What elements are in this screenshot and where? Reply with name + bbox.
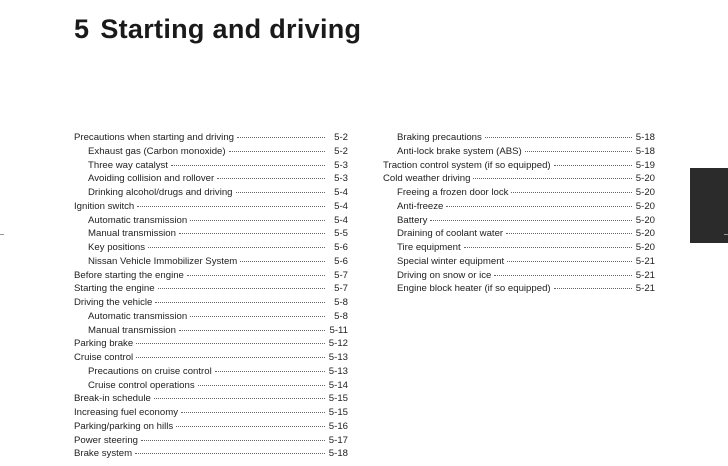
toc-entry[interactable] [74,171,348,185]
toc-entry-label: Precautions on cruise control [88,365,212,377]
toc-leader-dots [494,268,632,276]
toc-entry[interactable] [383,281,655,295]
toc-entry-label: Automatic transmission [88,310,188,322]
toc-entry-label: Anti-lock brake system (ABS) [397,145,522,157]
toc-entry-label: Before starting the engine [74,269,184,281]
chapter-title [74,14,361,45]
toc-entry-label: Exhaust gas (Carbon monoxide) [88,145,226,157]
toc-entry[interactable] [383,171,655,185]
toc-entry[interactable] [74,144,348,158]
toc-entry-page: 5-15 [328,407,348,418]
toc-entry-page: 5-20 [635,228,655,240]
toc-entry[interactable] [74,309,348,323]
toc-entry-label: Engine block heater (if so equipped) [397,283,551,295]
toc-entry[interactable] [74,405,348,419]
toc-entry-page: 5-6 [334,255,348,267]
toc-leader-dots [506,226,632,234]
toc-leader-dots [525,144,632,152]
toc-entry[interactable] [74,295,348,309]
toc-entry-label: Driving on snow or ice [397,269,492,281]
toc-entry[interactable] [74,391,348,405]
toc-entry-label: Key positions [88,242,146,253]
toc-entry-page: 5-2 [334,145,348,157]
toc-entry-label: Increasing fuel economy [74,407,178,418]
toc-entry-label: Anti-freeze [397,200,444,212]
toc-entry[interactable] [74,364,348,378]
toc-leader-dots [148,240,325,248]
toc-entry-label: Special winter equipment [397,255,505,267]
toc-entry[interactable] [74,350,348,364]
toc-leader-dots [190,309,325,317]
toc-entry-page: 5-5 [334,228,348,240]
toc-leader-dots [135,446,325,454]
toc-entry-page: 5-4 [334,200,348,212]
toc-leader-dots [141,433,325,441]
toc-leader-dots [217,171,325,179]
toc-entry-label: Tire equipment [397,242,461,253]
toc-entry-page: 5-16 [328,420,348,432]
toc-leader-dots [554,281,632,289]
toc-entry[interactable] [74,185,348,199]
toc-entry[interactable] [383,185,655,199]
toc-leader-dots [237,130,325,138]
toc-entry-label: Parking/parking on hills [74,420,174,432]
toc-entry-page: 5-13 [328,365,348,377]
toc-entry-page: 5-7 [334,283,348,295]
toc-entry-page: 5-8 [334,310,348,322]
toc-entry-page: 5-2 [334,132,348,143]
chapter-number: 5 [74,14,90,44]
toc-column-left [74,130,348,460]
toc-entry[interactable] [383,213,655,227]
toc-leader-dots [187,268,325,276]
toc-entry-label: Cold weather driving [383,173,471,185]
toc-leader-dots [136,336,325,344]
toc-entry[interactable] [383,254,655,268]
toc-entry-page: 5-18 [635,145,655,157]
toc-entry-page: 5-21 [635,269,655,281]
toc-entry-label: Break-in schedule [74,393,151,405]
toc-entry-page: 5-18 [635,132,655,143]
toc-entry[interactable] [74,433,348,447]
toc-entry-page: 5-6 [334,242,348,253]
toc-entry[interactable] [74,240,348,254]
toc-entry-page: 5-4 [334,187,348,198]
toc-entry-label: Traction control system (if so equipped) [383,159,551,171]
toc-entry[interactable] [74,378,348,392]
toc-entry-label: Brake system [74,448,133,460]
toc-entry-page: 5-12 [328,338,348,350]
toc-leader-dots [229,144,325,152]
toc-entry-label: Manual transmission [88,324,176,336]
toc-entry-label: Driving the vehicle [74,297,153,308]
toc-entry-label: Nissan Vehicle Immobilizer System [88,255,238,267]
toc-leader-dots [240,254,325,262]
toc-entry-label: Starting the engine [74,283,155,295]
toc-leader-dots [136,350,325,358]
crop-mark-left [0,234,4,235]
toc-entry-label: Automatic transmission [88,214,188,226]
crop-mark-right [724,234,728,235]
toc-entry[interactable] [74,130,348,144]
toc-entry[interactable] [74,254,348,268]
toc-entry-page: 5-11 [329,324,348,336]
toc-entry-label: Drinking alcohol/drugs and driving [88,187,233,198]
toc-entry-page: 5-13 [328,352,348,363]
toc-entry-page: 5-20 [635,200,655,212]
toc-leader-dots [176,419,325,427]
toc-leader-dots [154,391,325,399]
toc-entry[interactable] [74,158,348,172]
toc-leader-dots [554,158,632,166]
toc-entry-page: 5-4 [334,214,348,226]
toc-entry[interactable] [383,199,655,213]
toc-entry[interactable] [74,419,348,433]
toc-entry[interactable] [74,199,348,213]
toc-entry-label: Battery [397,214,428,226]
toc-entry-page: 5-7 [334,269,348,281]
toc-entry[interactable] [74,213,348,227]
toc-entry-label: Draining of coolant water [397,228,504,240]
toc-entry-label: Cruise control operations [88,379,195,391]
toc-entry-page: 5-18 [328,448,348,460]
toc-entry[interactable] [383,130,655,144]
toc-entry[interactable] [74,323,348,337]
toc-entry-page: 5-19 [635,159,655,171]
toc-entry-label: Parking brake [74,338,134,350]
chapter-name: Starting and driving [100,14,362,44]
toc-leader-dots [171,158,325,166]
toc-leader-dots [198,378,325,386]
toc-entry-page: 5-14 [328,379,348,391]
toc-entry[interactable] [383,268,655,282]
toc-leader-dots [181,405,325,413]
toc-leader-dots [137,199,325,207]
toc-entry-label: Ignition switch [74,200,135,212]
toc-entry-page: 5-21 [635,255,655,267]
toc-leader-dots [446,199,632,207]
toc-entry-label: Freeing a frozen door lock [397,187,509,198]
toc-leader-dots [179,226,325,234]
toc-leader-dots [507,254,632,262]
toc-entry-page: 5-3 [334,173,348,185]
toc-entry[interactable] [383,158,655,172]
toc-entry-page: 5-15 [328,393,348,405]
toc-entry-page: 5-20 [635,242,655,253]
chapter-side-tab [690,168,728,243]
toc-leader-dots [430,213,632,221]
toc-leader-dots [179,323,325,331]
toc-leader-dots [511,185,632,193]
toc-entry[interactable] [383,240,655,254]
toc-entry-page: 5-3 [334,159,348,171]
toc-leader-dots [473,171,632,179]
toc-leader-dots [464,240,632,248]
toc-entry-page: 5-21 [635,283,655,295]
toc-entry-label: Braking precautions [397,132,482,143]
toc-entry-label: Cruise control [74,352,134,363]
toc-entry-page: 5-20 [635,214,655,226]
toc-entry[interactable] [383,144,655,158]
toc-entry-label: Manual transmission [88,228,176,240]
toc-leader-dots [236,185,325,193]
toc-leader-dots [215,364,325,372]
toc-leader-dots [485,130,632,138]
toc-leader-dots [158,281,325,289]
toc-leader-dots [190,213,325,221]
toc-entry-label: Three way catalyst [88,159,168,171]
toc-entry-label: Precautions when starting and driving [74,132,234,143]
toc-entry[interactable] [74,336,348,350]
toc-entry[interactable] [383,226,655,240]
toc-entry-label: Avoiding collision and rollover [88,173,215,185]
toc-entry[interactable] [74,446,348,460]
toc-entry-label: Power steering [74,434,138,446]
toc-entry-page: 5-17 [328,434,348,446]
toc-entry-page: 5-8 [334,297,348,308]
toc-entry-page: 5-20 [635,187,655,198]
toc-entry-page: 5-20 [635,173,655,185]
toc-entry[interactable] [74,268,348,282]
toc-entry[interactable] [74,226,348,240]
toc-column-right [383,130,655,295]
toc-leader-dots [155,295,325,303]
toc-entry[interactable] [74,281,348,295]
